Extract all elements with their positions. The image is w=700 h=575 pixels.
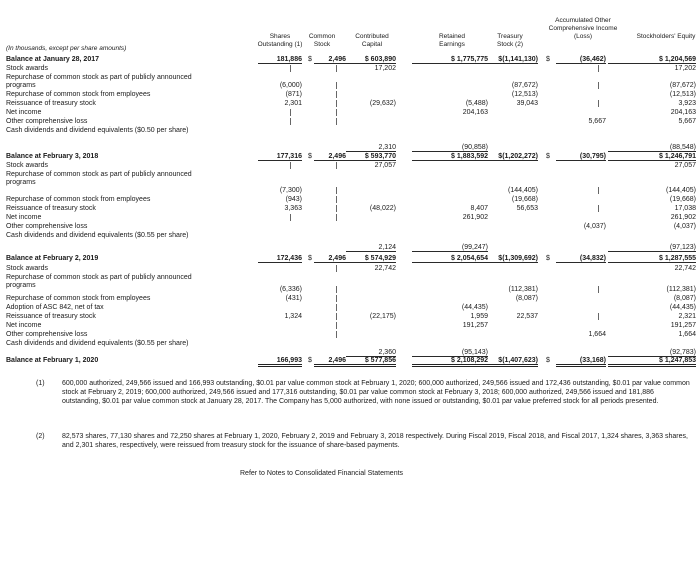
common-value: 2,496: [314, 56, 346, 64]
common-dollar: $: [308, 56, 312, 63]
dash-marker: [336, 82, 337, 89]
equity-value: 17,038: [674, 205, 696, 212]
row-label: Reissuance of treasury stock: [6, 205, 96, 212]
row-label: Repurchase of common stock from employees: [6, 196, 151, 203]
dash-marker: [336, 187, 337, 194]
treasury-value: $(1,141,130): [486, 56, 538, 64]
earnings-value: 1,959: [470, 313, 488, 320]
aoci-value: (4,037): [583, 223, 606, 230]
earnings-value: (99,247): [412, 244, 488, 252]
equity-value: 22,742: [674, 265, 696, 272]
treasury-value: $(1,202,272): [486, 153, 538, 161]
equity-value: (92,783): [608, 349, 696, 357]
dash-marker: [336, 265, 337, 272]
shares-value: 177,316: [258, 153, 302, 161]
capital-value: 2,360: [346, 349, 396, 357]
aoci-value: (36,462): [556, 56, 606, 64]
earnings-value: $ 2,054,654: [412, 255, 488, 263]
shares-value: 2,301: [284, 100, 302, 107]
shares-value: (871): [285, 91, 302, 98]
capital-value: $ 577,856: [346, 357, 396, 367]
dash-marker: [598, 313, 599, 320]
earnings-value: $ 1,883,592: [412, 153, 488, 161]
equity-value: (44,435): [669, 304, 696, 311]
row-label: Stock awards: [6, 265, 49, 272]
equity-value: 2,321: [678, 313, 696, 320]
shares-value: (6,336): [279, 286, 302, 293]
equity-value: 5,667: [678, 118, 696, 125]
capital-value: 27,057: [374, 162, 396, 169]
equity-value: $ 1,204,569: [608, 56, 696, 64]
shares-value: 166,993: [258, 357, 302, 367]
capital-value: 17,202: [374, 65, 396, 72]
row-label: Repurchase of common stock from employees: [6, 91, 151, 98]
dash-marker: [336, 162, 337, 169]
row-label: Stock awards: [6, 65, 49, 72]
equity-value: (144,405): [666, 187, 696, 194]
capital-value: $ 593,770: [346, 153, 396, 161]
row-label: Other comprehensive loss: [6, 118, 88, 125]
equity-value: 3,923: [678, 100, 696, 107]
common-dollar: $: [308, 255, 312, 262]
dash-marker: [336, 295, 337, 302]
shares-value: (6,000): [279, 82, 302, 89]
dash-marker: [290, 109, 291, 116]
row-label: Reissuance of treasury stock: [6, 100, 96, 107]
footnote-2: 82,573 shares, 77,130 shares and 72,250 shares at February 1, 2020, February 2, 2019 and February 3, 2018 respectively. During Fiscal 2019, Fiscal 2018, and Fiscal 2017, 1,324 shares, 3,363 shares, and 2,301 shares, respectively, were reissued from treasury stock for the issuance of share-based payments.: [62, 433, 688, 449]
earnings-value: (90,858): [412, 144, 488, 152]
row-label: Net income: [6, 109, 42, 116]
capital-value: $ 574,929: [346, 255, 396, 263]
row-label: Repurchase of common stock from employees: [6, 295, 151, 302]
row-label: Adoption of ASC 842, net of tax: [6, 304, 104, 311]
dash-marker: [598, 82, 599, 89]
treasury-value: (87,672): [511, 82, 538, 89]
earnings-value: (95,143): [412, 349, 488, 357]
row-label: Balance at February 3, 2018: [6, 153, 99, 160]
row-label: Repurchase of common stock as part of publicly announced programs: [6, 171, 192, 186]
aoci-dollar: $: [546, 56, 550, 63]
equity-value: (8,087): [673, 295, 696, 302]
equity-value: (97,123): [608, 244, 696, 252]
equity-value: (87,672): [669, 82, 696, 89]
dash-marker: [336, 313, 337, 320]
footnote-2-number: (2): [36, 433, 45, 440]
aoci-dollar: $: [546, 357, 550, 364]
col-header-capital: Contributed Capital: [355, 33, 389, 48]
dash-marker: [290, 162, 291, 169]
dash-marker: [336, 109, 337, 116]
row-label: Reissuance of treasury stock: [6, 313, 96, 320]
footnote-1: 600,000 authorized, 249,566 issued and 166,993 outstanding, $0.01 par value common stock at February 1, 2020; 600,000 authorized, 249,566 issued and 172,436 outstanding, $0.01 par value common stock at February 2, 2019; 600,000 authorized, 249,566 issued and 177,316 outstanding, $0.01 par value common stock at February 3, 2018; 600,000 authorized, 249,566 issued and 181,886 outstanding, $0.01 par value common stock at January 28, 2017. The Company has 5,000 authorized, with none issued or outstanding, $0.01 par value preferred stock for all periods presented.: [62, 380, 690, 405]
row-label: Net income: [6, 322, 42, 329]
equity-value: (4,037): [673, 223, 696, 230]
row-label: Net income: [6, 214, 42, 221]
earnings-value: (5,488): [465, 100, 488, 107]
col-header-aoci: Accumulated Other Comprehensive Income (Loss): [548, 17, 618, 40]
row-label: Repurchase of common stock as part of publicly announced programs: [6, 74, 192, 89]
capital-value: $ 603,890: [346, 56, 396, 64]
capital-value: 2,310: [346, 144, 396, 152]
aoci-value: (30,795): [556, 153, 606, 161]
aoci-value: (34,832): [556, 255, 606, 263]
capital-value: 22,742: [374, 265, 396, 272]
dash-marker: [336, 91, 337, 98]
common-dollar: $: [308, 357, 312, 364]
equity-value: (19,668): [669, 196, 696, 203]
equity-value: 261,902: [670, 214, 696, 221]
treasury-value: $(1,407,623): [486, 357, 538, 367]
dash-marker: [290, 118, 291, 125]
footnote-1-number: (1): [36, 380, 45, 387]
row-label: Other comprehensive loss: [6, 223, 88, 230]
dash-marker: [598, 187, 599, 194]
earnings-value: 191,257: [462, 322, 488, 329]
common-value: 2,496: [314, 255, 346, 263]
equity-value: 17,202: [674, 65, 696, 72]
equity-value: $ 1,246,791: [608, 153, 696, 161]
treasury-value: (8,087): [515, 295, 538, 302]
dash-marker: [336, 286, 337, 293]
row-label: Balance at January 28, 2017: [6, 56, 100, 63]
equity-value: 204,163: [670, 109, 696, 116]
shares-value: 3,363: [284, 205, 302, 212]
dash-marker: [336, 205, 337, 212]
dash-marker: [336, 214, 337, 221]
dash-marker: [598, 205, 599, 212]
capital-value: 2,124: [346, 244, 396, 252]
equity-value: $ 1,247,853: [608, 357, 696, 367]
aoci-value: (33,168): [556, 357, 606, 367]
shares-value: (431): [285, 295, 302, 302]
earnings-value: $ 2,108,292: [412, 357, 488, 367]
row-label: Other comprehensive loss: [6, 331, 88, 338]
dash-marker: [598, 286, 599, 293]
treasury-value: 39,043: [516, 100, 538, 107]
common-value: 2,496: [314, 357, 346, 367]
shares-value: (7,300): [279, 187, 302, 194]
treasury-value: (12,513): [511, 91, 538, 98]
equity-value: $ 1,287,555: [608, 255, 696, 263]
capital-value: (22,175): [369, 313, 396, 320]
aoci-dollar: $: [546, 255, 550, 262]
equity-value: (88,548): [608, 144, 696, 152]
common-value: 2,496: [314, 153, 346, 161]
earnings-value: 8,407: [470, 205, 488, 212]
dash-marker: [336, 304, 337, 311]
col-header-equity: Stockholders' Equity: [636, 33, 696, 40]
aoci-value: 5,667: [588, 118, 606, 125]
common-dollar: $: [308, 153, 312, 160]
shares-value: 172,436: [258, 255, 302, 263]
earnings-value: $ 1,775,775: [412, 56, 488, 64]
dash-marker: [598, 65, 599, 72]
col-header-earnings: Retained Earnings: [438, 33, 466, 48]
shares-value: (943): [285, 196, 302, 203]
earnings-value: 204,163: [462, 109, 488, 116]
row-label: Repurchase of common stock as part of publicly announced programs: [6, 274, 192, 289]
units-note: (In thousands, except per share amounts): [6, 45, 127, 52]
dash-marker: [290, 65, 291, 72]
equity-value: 27,057: [674, 162, 696, 169]
equity-value: (12,513): [669, 91, 696, 98]
row-label: Balance at February 2, 2019: [6, 255, 99, 262]
col-header-treasury: Treasury Stock (2): [496, 33, 523, 48]
row-label: Cash dividends and dividend equivalents ($0.50 per share): [6, 127, 189, 134]
equity-value: 191,257: [670, 322, 696, 329]
shares-value: 181,886: [258, 56, 302, 64]
earnings-value: 261,902: [462, 214, 488, 221]
treasury-value: (19,668): [511, 196, 538, 203]
refer-to-notes: Refer to Notes to Consolidated Financial Statements: [240, 470, 404, 477]
treasury-value: (112,381): [508, 286, 538, 293]
treasury-value: 56,653: [516, 205, 538, 212]
treasury-value: (144,405): [508, 187, 538, 194]
dash-marker: [336, 65, 337, 72]
col-header-shares: Shares Outstanding (1): [257, 33, 303, 48]
col-header-common: Common Stock: [308, 33, 336, 48]
treasury-value: 22,537: [516, 313, 538, 320]
row-label: Balance at February 1, 2020: [6, 357, 99, 364]
aoci-dollar: $: [546, 153, 550, 160]
shares-value: 1,324: [284, 313, 302, 320]
treasury-value: $(1,309,692): [486, 255, 538, 263]
equity-value: (112,381): [666, 286, 696, 293]
row-label: Cash dividends and dividend equivalents ($0.55 per share): [6, 340, 189, 347]
earnings-value: (44,435): [461, 304, 488, 311]
equity-value: 1,664: [678, 331, 696, 338]
dash-marker: [336, 100, 337, 107]
capital-value: (48,022): [369, 205, 396, 212]
dash-marker: [336, 118, 337, 125]
dash-marker: [336, 196, 337, 203]
dash-marker: [290, 214, 291, 221]
dash-marker: [598, 100, 599, 107]
dash-marker: [336, 331, 337, 338]
capital-value: (29,632): [369, 100, 396, 107]
aoci-value: 1,664: [588, 331, 606, 338]
row-label: Stock awards: [6, 162, 49, 169]
row-label: Cash dividends and dividend equivalents ($0.55 per share): [6, 232, 189, 239]
dash-marker: [336, 322, 337, 329]
